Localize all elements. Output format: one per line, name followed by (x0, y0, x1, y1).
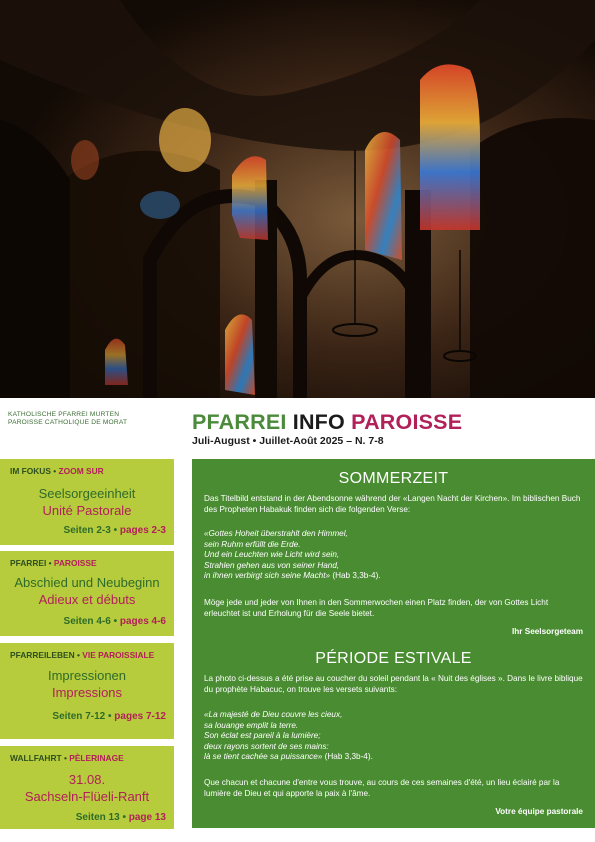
poem-line: là se tient cachée sa puissance» (204, 752, 323, 761)
masthead-word-pfarrei: PFARREI (192, 410, 287, 434)
kicker-de: IM FOKUS (10, 466, 51, 476)
cover-photo (0, 0, 595, 398)
masthead-title (192, 410, 462, 435)
poem-line: Son éclat est pareil à la lumière; (204, 731, 321, 740)
poem-line: sa louange emplit la terre. (204, 720, 299, 730)
outro-fr: Que chacun et chacune d'entre vous trouve, au cours de ces semaines d'été, un lieu éclairé par la lumière de Dieu et qui apporte la paix à l'âme. (204, 778, 560, 798)
intro-de: Das Titelbild entstand in der Abendsonne während der «Langen Nacht der Kirchen». Im biblischen Buch des Propheten Habakuk finden sich die folgenden Verse: (204, 494, 581, 514)
kicker-separator: • (53, 466, 57, 476)
teaser-title-de: Seelsorgeeinheit (38, 486, 136, 501)
teaser-title-date: 31.08. (68, 772, 106, 787)
teaser-title-place: Sachseln-Flüeli-Ranft (24, 789, 150, 804)
kicker-separator: • (48, 558, 52, 568)
poem-line: in ihnen verbirgt sich seine Macht» (204, 571, 331, 580)
poem-line: sein Ruhm erfüllt die Erde. (204, 539, 301, 549)
pages-fr: pages 4-6 (119, 616, 166, 627)
teaser-pages (76, 812, 166, 823)
teaser-kicker (10, 650, 154, 660)
poem-line: Und ein Leuchten wie Licht wird sein, (204, 550, 340, 559)
teaser-parish-life[interactable] (0, 643, 174, 739)
pages-separator: • (113, 525, 118, 536)
intro-fr: La photo ci-dessus a été prise au coucher du soleil pendant la « Nuit des églises ». Dans le livre biblique du prophète Habacuc, on trouve les versets suivants: (204, 674, 583, 694)
teaser-title-de: Abschied und Neubeginn (14, 575, 160, 590)
pages-separator: • (113, 616, 118, 627)
kicker-fr: PAROISSE (53, 558, 97, 568)
signature-fr: Votre équipe pastorale (495, 807, 583, 816)
logo-text-fr: PAROISSE CATHOLIQUE DE MORAT (8, 419, 128, 426)
poem-line: Strahlen gehen aus von seiner Hand, (204, 560, 340, 570)
logo-text-de: KATHOLISCHE PFARREI MURTEN (8, 411, 120, 418)
kicker-fr: VIE PAROISSIALE (82, 650, 155, 660)
pages-fr: page 13 (128, 812, 166, 823)
masthead-word-paroisse: PAROISSE (351, 410, 463, 434)
poem-reference: (Hab 3,3b-4). (332, 571, 381, 580)
kicker-de: WALLFAHRT (10, 753, 62, 763)
teaser-kicker (10, 466, 104, 476)
masthead-word-info: INFO (292, 410, 345, 434)
kicker-separator: • (77, 650, 80, 660)
poem-line: «La majesté de Dieu couvre les cieux, (204, 710, 343, 719)
pages-de: Seiten 13 (75, 812, 120, 823)
pages-de: Seiten 7-12 (52, 711, 106, 722)
heading-de: SOMMERZEIT (338, 470, 449, 487)
pages-separator: • (122, 812, 126, 823)
poem-de (204, 529, 584, 582)
pages-separator: • (108, 711, 112, 722)
kicker-de: PFARREI (10, 558, 47, 568)
teaser-parish[interactable] (0, 551, 174, 636)
heading-fr: PÉRIODE ESTIVALE (315, 650, 472, 667)
kicker-fr: PÈLERINAGE (69, 753, 124, 763)
teaser-pages (52, 711, 166, 722)
teaser-kicker (10, 753, 124, 763)
teaser-focus[interactable] (0, 459, 174, 545)
teaser-kicker (10, 558, 97, 568)
teaser-pages (64, 525, 166, 536)
poem-reference: (Hab 3,3b-4). (324, 752, 373, 761)
poem-fr (204, 710, 584, 763)
pages-fr: pages 7-12 (114, 711, 166, 722)
poem-line: «Gottes Hoheit überstrahlt den Himmel, (204, 529, 348, 538)
outro-de: Möge jede und jeder von Ihnen in den Sommerwochen einen Platz finden, der von Gottes Licht erleuchtet ist und Erholung für die Seele bietet. (204, 598, 549, 618)
pages-fr: pages 2-3 (119, 525, 166, 536)
teaser-pages (64, 616, 166, 627)
pages-de: Seiten 2-3 (63, 525, 111, 536)
teaser-title-de: Impressionen (47, 668, 127, 683)
parish-logo (8, 411, 176, 431)
pages-de: Seiten 4-6 (63, 616, 111, 627)
teaser-title-fr: Impressions (51, 685, 123, 700)
kicker-de: PFARREILEBEN (10, 650, 75, 660)
teaser-pilgrimage[interactable] (0, 746, 174, 829)
issue-line: Juli-August • Juillet-Août 2025 – N. 7-8 (192, 435, 384, 447)
teaser-title-fr: Adieux et débuts (38, 592, 136, 607)
poem-line: deux rayons sortent de ses mains: (204, 741, 329, 751)
editorial-panel (192, 459, 595, 828)
teaser-title-fr: Unité Pastorale (42, 503, 132, 518)
kicker-fr: ZOOM SUR (58, 466, 104, 476)
kicker-separator: • (63, 753, 67, 763)
signature-de: Ihr Seelsorgeteam (512, 627, 583, 636)
